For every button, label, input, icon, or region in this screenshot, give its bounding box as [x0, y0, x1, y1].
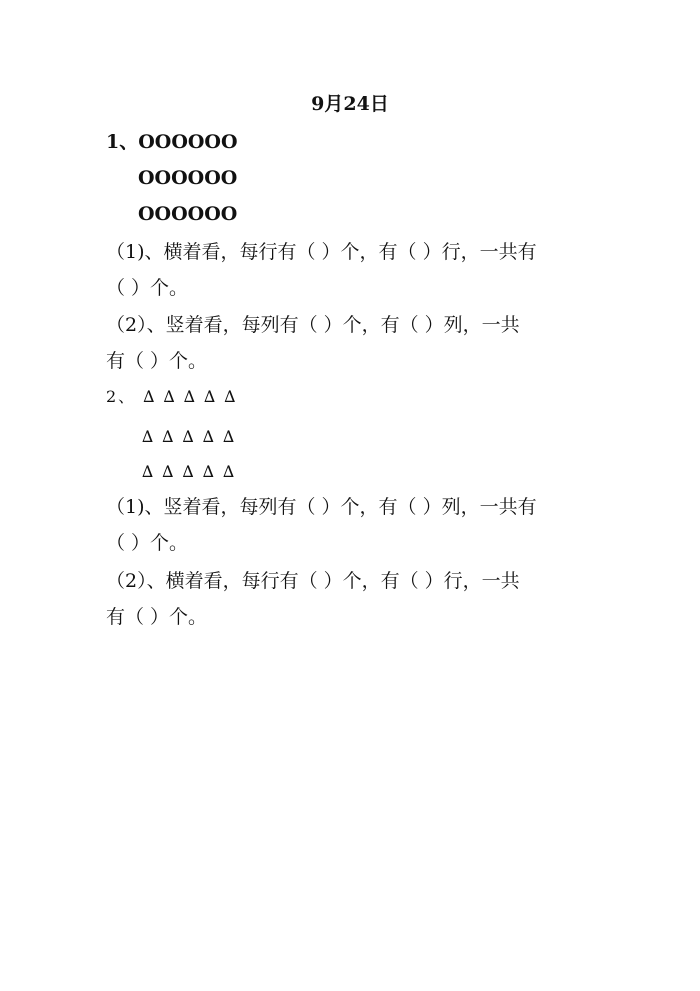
q1-sub2-line-2: 有（ ）个。 [106, 350, 208, 372]
q1-row-1: 1、OOOOOO [106, 131, 238, 153]
q1-row-2: OOOOOO [138, 167, 238, 189]
q1-row-3: OOOOOO [138, 203, 238, 225]
q2-sub2-line-1: （2）、横着看，每行有（ ）个，有（ ）行，一共 [106, 570, 520, 592]
q2-sub1-line-1: （1)、竖着看，每列有（ ）个，有（ ）列，一共有 [106, 496, 537, 518]
q1-sub1-line-1: （1)、横着看，每行有（ ）个，有（ ）行，一共有 [106, 241, 537, 263]
q2-row-2: ∆ ∆ ∆ ∆ ∆ [142, 427, 237, 446]
q2-sub2-line-2: 有（ ）个。 [106, 606, 208, 628]
page-title: 9月24日 [311, 93, 389, 115]
q2-row-1: 2、 ∆ ∆ ∆ ∆ ∆ [106, 387, 238, 406]
q2-sub1-line-2: （ ）个。 [106, 532, 189, 554]
q1-sub1-line-2: （ ）个。 [106, 277, 189, 299]
q1-sub2-line-1: （2）、竖着看，每列有（ ）个，有（ ）列，一共 [106, 314, 520, 336]
q2-row-3: ∆ ∆ ∆ ∆ ∆ [142, 462, 237, 481]
